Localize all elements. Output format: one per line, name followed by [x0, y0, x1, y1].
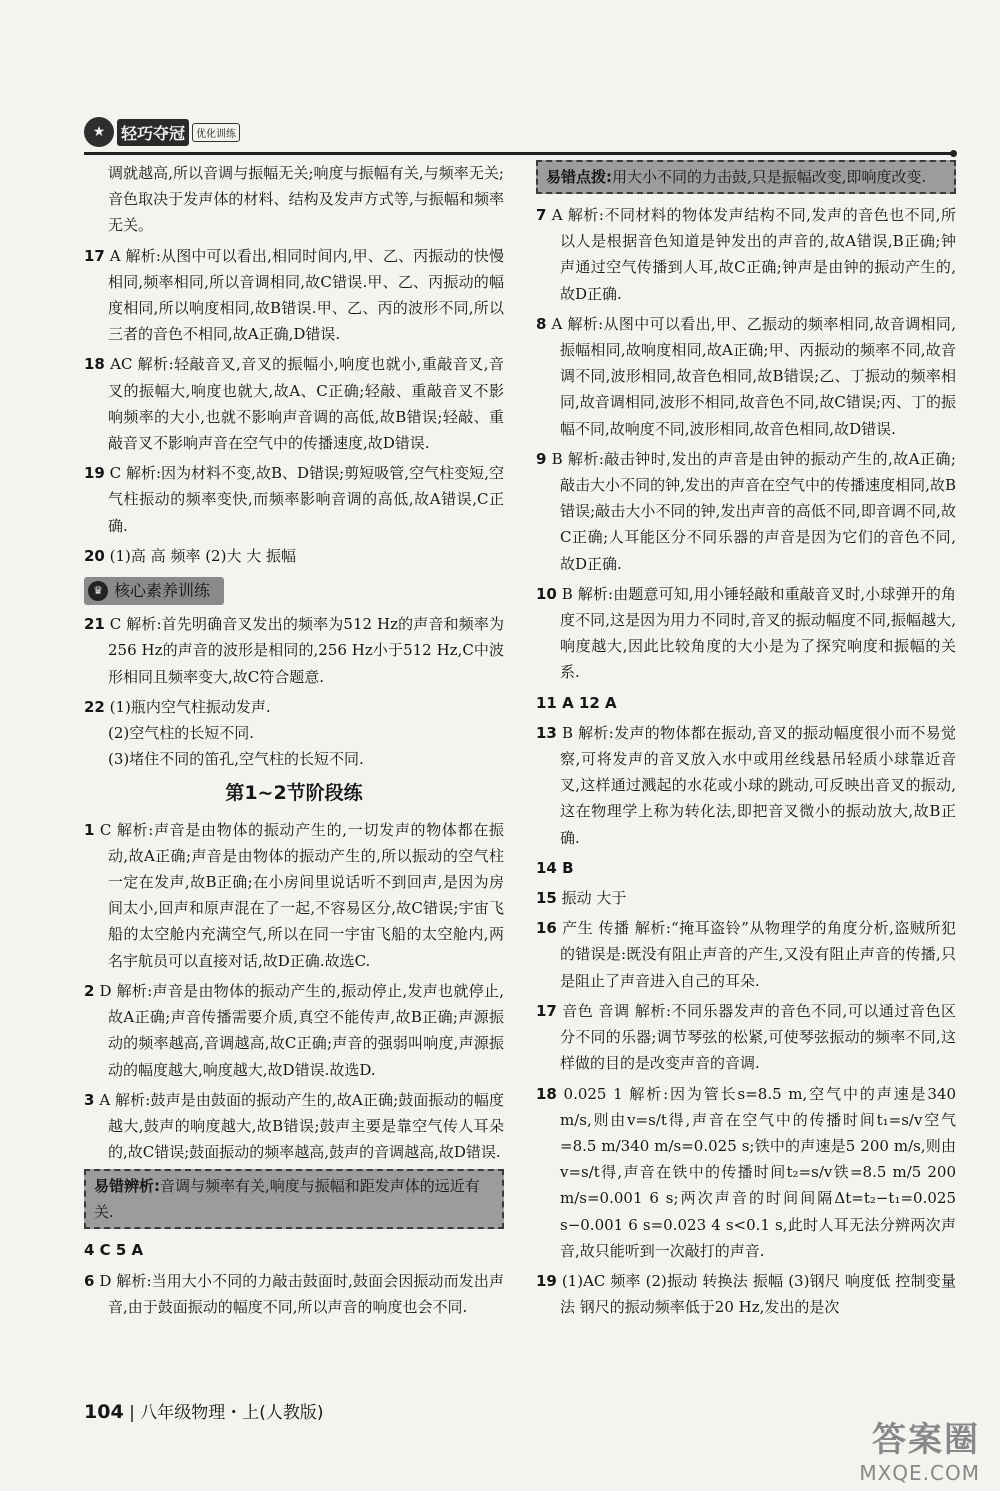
- question-number: 10: [536, 584, 557, 603]
- question-number: 2: [84, 981, 95, 1000]
- header-rule: [84, 152, 954, 155]
- answer-18-right: [536, 1081, 956, 1264]
- question-number: 7: [536, 206, 547, 224]
- answer-22: [84, 694, 504, 720]
- question-number: 13: [536, 723, 557, 742]
- answer-11-12: 11 A 12 A: [536, 693, 617, 712]
- answer-14: 14 B: [536, 858, 574, 877]
- answer-text: D 解析:当用大小不同的力敲击鼓面时,鼓面会因振动而发出声音,由于鼓面振动的幅度不同,所以声音的响度也会不同.: [99, 1271, 504, 1316]
- left-column: [84, 160, 504, 1324]
- answer-19: [84, 460, 504, 539]
- tip-text: 用大小不同的力击鼓,只是振幅改变,即响度改变.: [612, 168, 927, 186]
- logo-subtitle: 优化训练: [192, 123, 240, 142]
- answer-text: A 解析:不同材料的物体发声结构不同,发声的音色也不同,所以人是根据音色知道是钟发出的声音的,故A错误,B正确;钟声通过空气传播到人耳,故C正确;钟声是由钟的振动产生的,故D正确.: [551, 206, 956, 303]
- answer-text: A 解析:从图中可以看出,甲、乙振动的频率相同,故音调相同,振幅相同,故响度相同,故A正确;甲、丙振动的频率不同,故音调不同,波形相同,故音色相同,故B错误;乙、丁振动的频率相同,故音调相同,波形不相同,故音色不同,故C错误;丙、丁的振幅不同,故响度不同,波形相同,故音色相同,故D错误.: [551, 314, 956, 438]
- answer-19-right: [536, 1268, 956, 1320]
- answer-text: B 解析:敲击钟时,发出的声音是由钟的振动产生的,故A正确;敲击大小不同的钟,发出的声音在空气中的传播速度相同,故B错误;敲击大小不同的钟,发出声音的高低不同,即音调不同,故C正确;人耳能区分不同乐器的声音是因为它们的音色不同,故D正确.: [551, 449, 956, 573]
- answer-text: 产生 传播 解析:“掩耳盗铃”从物理学的角度分析,盗贼所犯的错误是:既没有阻止声音的产生,又没有阻止声音的传播,只是阻止了声音进入自己的耳朵.: [560, 919, 956, 990]
- answer-text: C 解析:因为材料不变,故B、D错误;剪短吸管,空气柱变短,空气柱振动的频率变快,而频率影响音调的高低,故A错误,C正确.: [108, 464, 504, 535]
- question-number: 19: [536, 1271, 557, 1290]
- question-number: 22: [84, 697, 105, 716]
- right-column: [536, 160, 956, 1324]
- page-header: [84, 112, 954, 156]
- question-number: 8: [536, 314, 547, 333]
- answer-text: A 解析:鼓声是由鼓面的振动产生的,故A正确;鼓面振动的幅度越大,鼓声的响度越大,故B错误;鼓声主要是靠空气传人耳朵的,故C错误;鼓面振动的频率越高,鼓声的音调越高,故D错误.: [99, 1090, 504, 1162]
- question-number: 9: [536, 449, 547, 468]
- section-tag-core: [84, 577, 224, 605]
- answer-text: C 解析:声音是由物体的振动产生的,一切发声的物体都在振动,故A正确;声音是由物体的振动产生的,所以振动的空气柱一定在发声,故B正确;在小房间里说话听不到回声,是因为房间太小,回声和原声混在了一起,不容易区分,故C错误;宇宙飞船的太空舱内充满空气,所以在同一宇宙飞船的太空舱内,两名宇航员可以直接对话,故D正确.故选C.: [99, 820, 504, 970]
- answer-8: [536, 311, 956, 442]
- answer-15: [536, 885, 956, 911]
- question-number: 1: [84, 820, 95, 839]
- question-number: 15: [536, 889, 557, 908]
- answer-9: [536, 446, 956, 577]
- tip-text: 音调与频率有关,响度与振幅和距发声体的远近有关.: [94, 1177, 480, 1222]
- question-number: 20: [84, 546, 105, 565]
- answer-20: [84, 543, 504, 569]
- page-footer: [84, 1398, 323, 1423]
- answer-text: 音色 音调 解析:不同乐器发声的音色不同,可以通过音色区分不同的乐器;调节琴弦的松紧,可使琴弦振动的频率不同,这样做的目的是改变声音的音调.: [560, 1001, 956, 1073]
- question-number: 3: [84, 1090, 95, 1109]
- answer-text: A 解析:从图中可以看出,相同时间内,甲、乙、丙振动的快慢相同,频率相同,所以音调相同,故C错误.甲、乙、丙振动的幅度相同,所以响度相同,故B错误.甲、乙、丙的波形不同,所以三者的音色不相同,故A正确,D错误.: [108, 246, 504, 344]
- watermark: [859, 1412, 980, 1485]
- answer-text: B 解析:由题意可知,用小锤轻敲和重敲音叉时,小球弹开的角度不同,这是因为用力不同时,音叉的振动幅度不同,振幅越大,响度越大,因此比较角度的大小是为了探究响度和振幅的关系.: [560, 584, 956, 682]
- answer-22-line3: (3)堵住不同的笛孔,空气柱的长短不同.: [108, 750, 364, 769]
- answer-2: [84, 978, 504, 1083]
- question-number: 17: [536, 1001, 557, 1020]
- footer-divider: |: [123, 1403, 141, 1423]
- answer-text: (1)AC 频率 (2)振动 转换法 振幅 (3)钢尺 响度低 控制变量法 钢尺的振动频率低于20 Hz,发出的是次: [560, 1271, 956, 1317]
- answer-text: 振动 大于: [561, 889, 627, 908]
- tip-label: 易错辨析:: [94, 1177, 160, 1196]
- question-number: 18: [536, 1084, 557, 1103]
- answer-16: [536, 915, 956, 994]
- answer-21: [84, 611, 504, 690]
- crown-icon: ♛: [88, 581, 108, 601]
- section-heading: 第1~2节阶段练: [225, 782, 363, 805]
- logo-icon: ★: [84, 117, 114, 147]
- answer-text: (1)瓶内空气柱振动发声.: [109, 697, 271, 716]
- answer-text: AC 解析:轻敲音叉,音叉的振幅小,响度也就小,重敲音叉,音叉的振幅大,响度也就大,故A、C正确;轻敲、重敲音叉不影响频率的大小,也就不影响声音调的高低,故B错误;轻敲、重敲音叉不影响声音在空气中的传播速度,故D错误.: [108, 355, 504, 453]
- answer-4-5: 4 C 5 A: [84, 1241, 144, 1260]
- answer-text: 0.025 1 解析:因为管长s=8.5 m,空气中的声速是340 m/s,则由v=s/t得,声音在空气中的传播时间t₁=s/v空气=8.5 m/340 m/s=0.025 s;铁中的声速是5 200 m/s,则由v=s/t得,声音在铁中的传播时间t₂=s/v铁=8.5 m/5 200 m/s=0.001 6 s;两次声音的时间间隔Δt=t₂−t₁=0.025 s−0.001 6 s=0.023 4 s<0.1 s,此时人耳无法分辨两次声音,故只能听到一次敲打的声音.: [560, 1084, 956, 1260]
- answer-10: [536, 581, 956, 686]
- answer-3: [84, 1087, 504, 1166]
- answer-text: B 解析:发声的物体都在振动,音叉的振动幅度很小而不易觉察,可将发声的音叉放入水中或用丝线悬吊轻质小球靠近音叉,这样通过溅起的水花或小球的跳动,可反映出音叉的振动,这在物理学上称为转化法,即把音叉微小的振动放大,故B正确.: [560, 723, 956, 847]
- answer-17-right: [536, 998, 956, 1077]
- question-number: 19: [84, 464, 105, 483]
- answer-text: D 解析:声音是由物体的振动产生的,振动停止,发声也就停止,故A正确;声音传播需要介质,真空不能传声,故B正确;声源振动的频率越高,音调越高,故C正确;声音的强弱叫响度,声源振动的幅度越大,响度越大,故D错误.故选D.: [99, 981, 504, 1079]
- logo-text: 轻巧夺冠: [117, 119, 189, 146]
- continued-answer: 调就越高,所以音调与振幅无关;响度与振幅有关,与频率无关;音色取决于发声体的材料、结构及发声方式等,与振幅和频率无关。: [108, 164, 504, 235]
- watermark-logo: 答案圈: [872, 1420, 980, 1460]
- page-number: 104: [84, 1401, 124, 1423]
- question-number: 18: [84, 355, 105, 374]
- error-tip-box: [536, 160, 956, 194]
- section-tag-label: 核心素养训练: [114, 581, 211, 601]
- answer-13: [536, 720, 956, 851]
- answer-1: [84, 817, 504, 974]
- question-number: 21: [84, 615, 105, 634]
- answer-7: [536, 202, 956, 307]
- answer-18: [84, 351, 504, 456]
- error-analysis-box: [84, 1169, 504, 1229]
- answer-text: C 解析:首先明确音叉发出的频率为512 Hz的声音和频率为256 Hz的声音的波形是相同的,256 Hz小于512 Hz,C中波形相同且频率变大,故C符合题意.: [108, 615, 504, 686]
- answer-text: (1)高 高 频率 (2)大 大 振幅: [109, 546, 296, 565]
- book-title: 八年级物理・上(人教版): [140, 1403, 324, 1423]
- question-number: 6: [84, 1271, 95, 1290]
- question-number: 17: [84, 246, 105, 265]
- answer-6: [84, 1268, 504, 1320]
- watermark-url: MXQE.COM: [859, 1461, 980, 1485]
- answer-22-line2: (2)空气柱的长短不同.: [108, 724, 255, 743]
- brand-logo: [84, 112, 264, 152]
- answer-17: [84, 243, 504, 348]
- question-number: 16: [536, 919, 557, 938]
- tip-label: 易错点拨:: [546, 168, 612, 186]
